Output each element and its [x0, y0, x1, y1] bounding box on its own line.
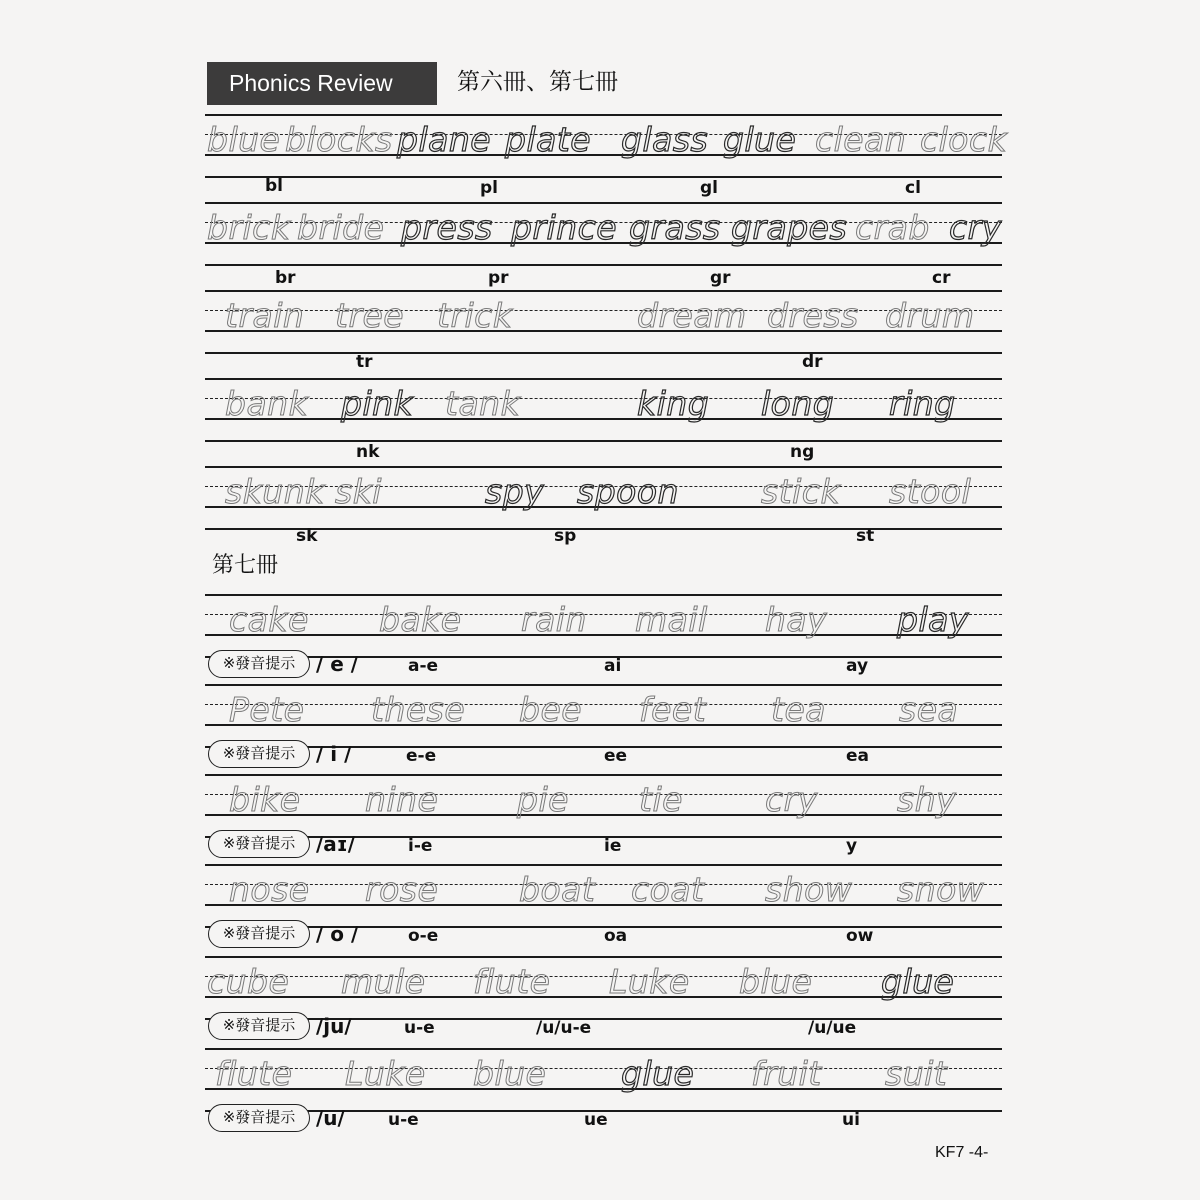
trace-row: [205, 114, 1008, 178]
page-subtitle: 第六冊、第七冊: [457, 69, 618, 95]
ruled-line: [205, 398, 1002, 399]
trace-word: shy: [897, 780, 957, 819]
ipa-symbol: / o /: [316, 922, 359, 946]
trace-word: dress: [767, 296, 859, 335]
ruled-line: [205, 634, 1002, 636]
trace-row: [205, 378, 1002, 442]
ruled-line: [205, 310, 1002, 311]
phonics-label: sk: [296, 526, 318, 546]
trace-word: boat: [519, 870, 596, 909]
phonics-label: ay: [846, 656, 869, 676]
pronunciation-hint-badge: ※發音提示: [208, 920, 310, 948]
phonics-label: ow: [846, 926, 874, 946]
pronunciation-hint-badge: ※發音提示: [208, 830, 310, 858]
trace-word: clean: [815, 120, 907, 159]
trace-word: skunk: [225, 472, 325, 511]
trace-word: grass: [629, 208, 721, 247]
trace-word: spoon: [577, 472, 679, 511]
trace-word: nose: [229, 870, 310, 909]
pronunciation-hint-badge: ※發音提示: [208, 1012, 310, 1040]
phonics-label: u-e: [404, 1018, 435, 1038]
trace-word: tank: [445, 384, 521, 423]
trace-word: prince: [511, 208, 618, 247]
trace-word: Luke: [609, 962, 690, 1001]
ruled-line: [205, 466, 1002, 468]
trace-word: bride: [297, 208, 385, 247]
trace-word: plate: [505, 120, 592, 159]
trace-word: play: [897, 600, 969, 639]
ruled-line: [205, 724, 1002, 726]
trace-word: glue: [881, 962, 955, 1001]
page-title-box: [207, 62, 437, 105]
phonics-label: ee: [604, 746, 628, 766]
trace-word: train: [225, 296, 305, 335]
trace-word: coat: [631, 870, 705, 909]
trace-word: suit: [885, 1054, 948, 1093]
trace-word: pink: [341, 384, 414, 423]
pronunciation-hint-badge: ※發音提示: [208, 650, 310, 678]
trace-word: cry: [949, 208, 1002, 247]
phonics-label: i-e: [408, 836, 433, 856]
trace-word: blocks: [285, 120, 393, 159]
trace-word: blue: [207, 120, 281, 159]
trace-row: [205, 202, 1002, 266]
ruled-line: [205, 684, 1002, 686]
phonics-label: ui: [842, 1110, 860, 1130]
phonics-label: nk: [356, 442, 380, 462]
page-title: Phonics Review: [229, 70, 393, 96]
trace-word: press: [401, 208, 493, 247]
trace-word: show: [765, 870, 853, 909]
trace-word: bank: [225, 384, 309, 423]
trace-row: [205, 774, 1002, 838]
pronunciation-hint-badge: ※發音提示: [208, 740, 310, 768]
trace-row: [205, 864, 1002, 928]
ruled-line: [205, 330, 1002, 332]
trace-word: plane: [397, 120, 492, 159]
trace-word: dream: [637, 296, 747, 335]
trace-word: these: [371, 690, 466, 729]
trace-word: pie: [517, 780, 569, 819]
trace-word: nine: [365, 780, 439, 819]
trace-word: bake: [379, 600, 462, 639]
ruled-line: [205, 1068, 1002, 1069]
ipa-symbol: / e /: [316, 652, 359, 676]
ruled-line: [205, 774, 1002, 776]
trace-word: glue: [723, 120, 797, 159]
page-number: KF7 -4-: [935, 1144, 989, 1161]
trace-word: mule: [341, 962, 426, 1001]
ipa-symbol: /aɪ/: [316, 832, 356, 856]
trace-word: clock: [920, 120, 1008, 159]
phonics-label: bl: [265, 176, 283, 196]
ruled-line: [205, 1048, 1002, 1050]
phonics-label: tr: [356, 352, 373, 372]
trace-row: [205, 290, 1002, 354]
trace-word: drum: [885, 296, 975, 335]
phonics-label: y: [846, 836, 858, 856]
ruled-line: [205, 884, 1002, 885]
ruled-line: [205, 418, 1002, 420]
ipa-symbol: / i /: [316, 742, 352, 766]
trace-word: king: [637, 384, 710, 423]
trace-word: rain: [521, 600, 587, 639]
trace-word: tea: [771, 690, 826, 729]
trace-word: blue: [739, 962, 813, 1001]
trace-word: flute: [473, 962, 551, 1001]
trace-row: [205, 594, 1002, 658]
phonics-label: a-e: [408, 656, 439, 676]
ruled-line: [205, 290, 1002, 292]
trace-word: spy: [485, 472, 545, 511]
trace-word: fruit: [751, 1054, 822, 1093]
phonics-label: pr: [488, 268, 509, 288]
trace-word: glass: [621, 120, 709, 159]
trace-word: ring: [889, 384, 956, 423]
ruled-line: [205, 440, 1002, 442]
phonics-label: /u/u-e: [536, 1018, 592, 1038]
ruled-line: [205, 202, 1002, 204]
phonics-label: br: [275, 268, 296, 288]
phonics-label: cr: [932, 268, 951, 288]
trace-word: rose: [365, 870, 439, 909]
phonics-label: /u/ue: [808, 1018, 857, 1038]
phonics-label: oa: [604, 926, 628, 946]
trace-word: cube: [207, 962, 290, 1001]
trace-word: mail: [635, 600, 708, 639]
phonics-label: pl: [480, 178, 498, 198]
trace-word: cry: [765, 780, 818, 819]
trace-row: [205, 1048, 1002, 1112]
ipa-symbol: /ju/: [316, 1014, 352, 1038]
ruled-line: [205, 814, 1002, 816]
trace-word: tree: [335, 296, 405, 335]
trace-word: trick: [437, 296, 513, 335]
ipa-symbol: /u/: [316, 1106, 345, 1130]
phonics-label: dr: [802, 352, 823, 372]
ruled-line: [205, 352, 1002, 354]
ruled-line: [205, 704, 1002, 705]
phonics-label: sp: [554, 526, 577, 546]
trace-word: brick: [207, 208, 291, 247]
ruled-line: [205, 264, 1002, 266]
trace-word: ski: [335, 472, 382, 511]
ruled-line: [205, 528, 1002, 530]
phonics-label: ai: [604, 656, 622, 676]
ruled-line: [205, 956, 1002, 958]
phonics-label: o-e: [408, 926, 439, 946]
phonics-label: st: [856, 526, 875, 546]
trace-word: glue: [621, 1054, 695, 1093]
trace-word: stick: [761, 472, 841, 511]
trace-word: snow: [897, 870, 985, 909]
ruled-line: [205, 378, 1002, 380]
trace-row: [205, 466, 1002, 530]
phonics-label: ng: [790, 442, 815, 462]
ruled-line: [205, 176, 1002, 178]
ruled-line: [205, 794, 1002, 795]
ruled-line: [205, 904, 1002, 906]
trace-row: [205, 956, 1002, 1020]
section-label: 第七冊: [212, 553, 279, 578]
phonics-label: ea: [846, 746, 870, 766]
phonics-label: gr: [710, 268, 731, 288]
phonics-label: u-e: [388, 1110, 419, 1130]
trace-word: bee: [519, 690, 583, 729]
trace-row: [205, 684, 1002, 748]
ruled-line: [205, 864, 1002, 866]
trace-word: stool: [889, 472, 972, 511]
trace-word: Luke: [345, 1054, 426, 1093]
ruled-line: [205, 614, 1002, 615]
trace-word: sea: [899, 690, 959, 729]
trace-word: long: [761, 384, 835, 423]
phonics-label: ie: [604, 836, 622, 856]
phonics-label: e-e: [406, 746, 437, 766]
trace-word: crab: [855, 208, 930, 247]
trace-word: bike: [229, 780, 301, 819]
trace-word: tie: [639, 780, 683, 819]
phonics-label: ue: [584, 1110, 608, 1130]
trace-word: cake: [229, 600, 309, 639]
trace-word: feet: [639, 690, 707, 729]
ruled-line: [205, 114, 1002, 116]
ruled-line: [205, 594, 1002, 596]
trace-word: grapes: [731, 208, 848, 247]
ruled-line: [205, 1088, 1002, 1090]
trace-word: flute: [215, 1054, 293, 1093]
trace-word: hay: [765, 600, 828, 639]
phonics-label: gl: [700, 178, 718, 198]
pronunciation-hint-badge: ※發音提示: [208, 1104, 310, 1132]
trace-word: blue: [473, 1054, 547, 1093]
trace-word: Pete: [229, 690, 305, 729]
phonics-label: cl: [905, 178, 921, 198]
